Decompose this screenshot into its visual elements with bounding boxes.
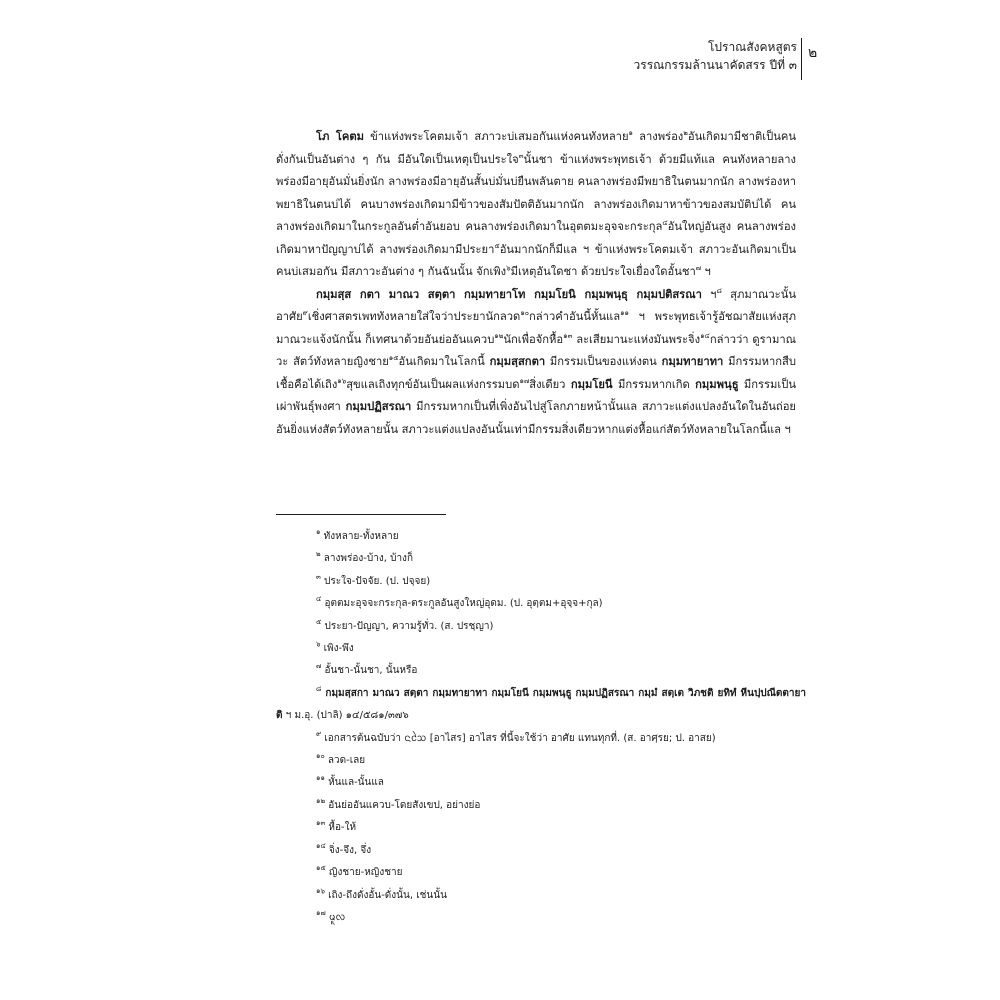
footnote-number: ๗ (316, 662, 322, 671)
paragraph-text: สิ่งเดียว (529, 377, 571, 391)
footnote-item (276, 795, 806, 817)
footnote-text: ลางพร่อง-บ้าง, บ้างก็ (320, 553, 413, 565)
paragraph-text: นักเพื่อจักหื้อ (503, 332, 564, 346)
footnote-ref: ๑๐ (520, 309, 530, 317)
paragraph-text: มีกรรมหากสืบเชื้อคือได้เถิง (276, 355, 796, 391)
footnote-ref: ๑๑ (620, 309, 629, 317)
paragraph-bold-text: กมฺมสฺส กตา มาณว สตฺตา กมฺมทายาโท กมฺมโยนิ กมฺมพนฺธุ กมฺมปติสรณา (316, 287, 702, 301)
footnote-text: อันย่ออันแควบ-โดยสังเขป, อย่างย่อ (325, 799, 481, 811)
paragraph-text: นั้นชา ข้าแห่งพระพุทธเจ้า ด้วยมีแท้แล คนทังหลายลางพร่องมีอายุอันมั่นยิ่งนัก ลางพร่องมีอายุอันสั้นบ่มั่นบ่ยืนพลันตาย คนลางพร่องมีพยาธิในตนมากนัก ลางพร่องหาพยาธิในตนบ่ได้ คนบางพร่องเกิดมามีข้าวของสัมปัตติอันมากนัก ลางพร่องเกิดมาหาข้าวของสมบัติบ่ได้ คนลางพร่องเกิดมาในกระกูลอันต่ำอันยอบ คนลางพร่องเกิดมาในอุตตมะอุจจะกระกุล (276, 152, 796, 233)
footnote-item (276, 840, 806, 862)
paragraph-text: มีกรรมเป็นของแห่งตน (545, 355, 662, 368)
footnote-text: ประยา-ปัญญา, ความรู้ทั่ว. (ส. ปรชฺญา) (321, 620, 494, 632)
paragraph-text: เชิ่งศาสตรเพททังหลายใส่ใจว่าประยานักลวด (307, 310, 521, 323)
footnote-ref: ๖ (506, 264, 511, 272)
running-header (634, 38, 797, 74)
paragraph-bold-text: กมฺมโยนี (570, 377, 613, 391)
footnote-number: ๑๔ (316, 841, 326, 850)
footnote-number: ๑ (316, 528, 321, 536)
footnote-ref: ๒ (683, 129, 688, 137)
paragraph-text: สุขแลเถิงทุกข์อันเป็นผลแห่งกรรมบด (346, 377, 520, 391)
footnote-ref: ๑๒ (494, 331, 504, 340)
paragraph-bold-text: กมฺมปฏิสรณา (345, 400, 412, 413)
paragraph-text: ละเสียมานะแห่งมันพระจิ่ง (572, 332, 701, 346)
footnote-number: ๕ (316, 617, 322, 626)
footnote-ref: ๗ (695, 264, 701, 272)
paragraph-text: อันมากนักก็มีแล ฯ ข้าแห่งพระโคตมเจ้า สภาวะอันเกิดมาเป็นคนบ่เสมอกัน มีสภาวะอันต่าง ๆ กันฉันนั้น จักเพิง (276, 242, 796, 278)
footnote-ref: ๕ (494, 241, 500, 250)
footnote-item (276, 548, 806, 570)
footnote-number: ๒ (316, 550, 321, 559)
footnote-text: จิ่ง-จึง, จึ่ง (325, 844, 372, 856)
footnote-item (276, 593, 806, 615)
footnote-text: ลวด-เลย (324, 755, 366, 767)
footnote-text: ฯ ม.อุ. (ปาลิ) ๑๔/๕๘๑/๓๗๖ (282, 710, 409, 722)
page-number: ๒ (808, 45, 818, 61)
footnote-number: ๑๐ (316, 752, 325, 761)
paragraph-text: ข้าแห่งพระโคตมเจ้า สภาวะบ่เสมอกันแห่งคนทังหลาย (363, 130, 629, 143)
paragraph-text: อันใหญ่อันสูง คนลางพร่องเกิดมาหาปัญญาบ่ได้ ลางพร่องเกิดมามีประยา (276, 220, 796, 256)
footnote-number: ๙ (316, 729, 322, 738)
footnote-number: ๑๖ (316, 886, 325, 895)
footnotes (276, 526, 806, 929)
footnote-item (276, 526, 806, 548)
paragraph-bold-text: กมฺมพนฺธู (695, 377, 739, 391)
body-text (276, 126, 796, 441)
footnote-ref: ๑ (628, 129, 633, 137)
paragraph-bold-text: กมฺมสฺสกตา (489, 355, 546, 368)
footnote-number: ๑๕ (316, 864, 326, 873)
paragraph-text: กล่าวว่า ดูรามาณวะ สัตว์ทังหลายญิงชาย (276, 332, 796, 368)
footnote-item (276, 571, 806, 593)
footnote-text: เอกสารต้นฉบับว่า ᨶᩈᩱ [อาไสร] อาไสร ที่นี้จะใช้ว่า อาศัย แทนทุกที่. (ส. อาศฺรย; ป. อาสย) (321, 732, 716, 744)
footnote-text: ᨾᩪᩃ (325, 911, 346, 923)
footnote-text: ทังหลาย-ทั้งหลาย (320, 531, 399, 542)
paragraph-2 (276, 284, 796, 442)
paragraph-bold-text: กมฺมทายาทา (661, 355, 724, 368)
footnote-item (276, 616, 806, 638)
footnote-text: หั้นแล-นั้นแล (324, 777, 384, 789)
footnote-number: ๔ (316, 595, 322, 604)
footnote-item (276, 638, 806, 660)
paragraph-text: มีกรรมหากเกิด (612, 377, 696, 391)
paragraph-text: สุภมาณวะนั้นอาศัย (276, 287, 796, 323)
footnote-number: ๑๒ (316, 796, 326, 805)
footnote-number: ๑๑ (316, 774, 325, 783)
footnote-item (276, 683, 806, 728)
paragraph-text: ฯ พระพุทธเจ้ารู้อัชฌาสัยแห่งสุภมาณวะแจ้งนักนั้น ก็เทศนาด้วยอันย่ออันแควบ (276, 310, 796, 346)
footnote-text: เถิง-ถึงดั่งอั้น-ดั่งนั้น, เช่นนั้น (324, 889, 447, 901)
header-subtitle: วรรณกรรมล้านนาคัดสรร ปีที่ ๓ (633, 58, 797, 72)
footnote-bold-text: กมฺมสฺสกา มาณว สตฺตา กมฺมทายาทา กมฺมโยนี กมฺมพนฺธู กมฺมปฏิสรณา กมฺมํ สตฺเต วิภชติ ยทิทํ หีนปฺปณีตตายาติ (276, 687, 806, 722)
paragraph-text: ฯ (701, 265, 711, 278)
paragraph-text: มีกรรมหากเป็นที่เพิ่งอันไปสู่โลกภายหน้านั้นแล สภาวะแต่งแปลงอันใดในอันถ่อยอันยิ่งแห่งสัตว์ทังหลายนั้น สภาวะแต่งแปลงอันนั้นเท่ามีกรรมสิ่งเดียวหากแต่งหื้อแก่สัตว์ทังหลายในโลกนี้แล ฯ (276, 400, 796, 436)
footnote-divider (276, 514, 446, 515)
footnote-number: ๘ (316, 684, 322, 693)
footnote-text: ประใจ-ปัจจัย. (ป. ปจฺจย) (320, 575, 431, 587)
footnote-item (276, 750, 806, 772)
footnote-item (276, 660, 806, 682)
footnote-ref: ๑๖ (337, 376, 347, 385)
footnote-ref: ๔ (662, 219, 668, 227)
footnote-item (276, 885, 806, 907)
footnote-item (276, 728, 806, 750)
footnote-number: ๑๗ (316, 908, 326, 917)
paragraph-text: มีกรรมเป็นเผ่าพันธุ์พงศา (276, 377, 797, 413)
paragraph-text: อันเกิดมาในโลกนี้ (398, 355, 490, 368)
footnote-text: หื้อ-ให้ (325, 822, 357, 834)
paragraph-bold-text: โภ โคตม (316, 130, 364, 143)
header-divider (801, 38, 802, 80)
footnote-text: ญิงชาย-หญิงชาย (325, 867, 403, 879)
footnote-ref: ๙ (302, 309, 308, 317)
footnote-item (276, 862, 806, 884)
paragraph-text: ลางพร่อง (632, 130, 684, 143)
footnote-ref: ๘ (716, 286, 722, 295)
footnote-ref: ๑๕ (388, 354, 399, 362)
footnote-item (276, 817, 806, 839)
footnote-item (276, 907, 806, 929)
footnote-ref: ๑๔ (700, 331, 710, 340)
paragraph-text: ฯ (701, 287, 717, 301)
footnote-number: ๓ (316, 572, 321, 581)
header-title: โปราณสังคหสูตร (707, 40, 797, 54)
paragraph-text: กล่าวคำอันนี้หั้นแล (529, 310, 621, 323)
footnote-text: อั้นชา-นั้นชา, นั้นหรือ (321, 665, 418, 677)
footnote-item (276, 772, 806, 794)
footnote-number: ๖ (316, 640, 321, 649)
paragraph-text: อันเกิดมามีชาติเป็นคนดั่งกันเป็นอันต่าง ๆ กัน มีอันใดเป็นเหตุเป็นประใจ (276, 130, 796, 166)
footnote-ref: ๑๗ (519, 376, 530, 385)
footnote-text: อุตตมะอุจจะกระกุล-ตระกูลอันสูงใหญ่อุดม. (ป. อุตฺตม+อุจฺจ+กุล) (321, 598, 603, 610)
footnote-ref: ๓ (518, 151, 524, 160)
paragraph-text: มีเหตุอันใดชา ด้วยประใจเยื่องใดอั้นชา (510, 265, 696, 278)
footnote-ref: ๑๓ (563, 331, 573, 340)
paragraph-1 (276, 126, 796, 284)
footnote-text: เพิง-พึง (320, 643, 354, 655)
footnote-number: ๑๓ (316, 819, 326, 828)
